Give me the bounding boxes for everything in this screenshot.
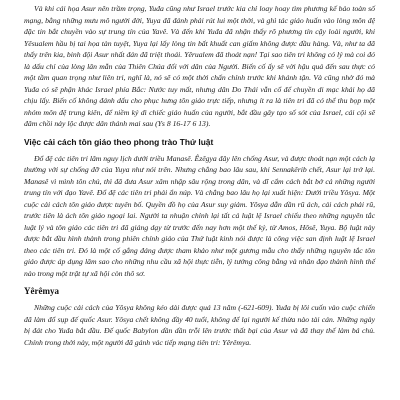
section-heading-jeremiah: Yêrêmya [24, 286, 59, 296]
section-heading-reform: Việc cải cách tôn giáo theo phong trào Thứ luật [24, 136, 214, 147]
paragraph-jeremiah: Những cuộc cải cách của Yôsya không kéo dài được quá 13 năm (-621-609). Yuđa bị lôi cuốn vào cuộc chiến đã làm đổ sụp đế quốc Asur. Yôsya chết không đầy 40 tuổi, không để lại người kế thừa nào tài cán. Những ngày bị đát cho Yuđa bắt đầu. Đế quốc Babylon dần dần trỗi lên trước thất bại của Asur và đã thay thế làm bá chủ. Chính trong thời này, một người đã gánh vác tiếp mạng tiên tri: Yêrêmya. [24, 303, 375, 347]
paragraph-reform: Đổ đệ các tiên tri lâm nguy lịch dưới triều Manasê. Êzêgya đây lên chống Asur, và được thoát nạn một cách lạ thường với sự chống đỡ của Yuya như nói trên. Nhưng chẳng bao lâu sau, khi Sennakêrib chết, Asur lại trở lại. Manasê vì mình tôn chủ, thì đã đưa Asur xâm nhập sâu rộng trong dân, và dĩ cẩm cách bắt bớ cả những người trung tín với đạo Yavê. Đổ đệ các tiên tri phải ẩn núp. Và chẳng bao lâu họ lại xuất hiện: Dưới triều Yôsya. Một cuộc cải cách tôn giáo được tuyên bố. Quyền đồ họ của Asur suy giảm. Yôsya dẫn dần rũ ách, cải cách phải rũ, trước tiên là ách tôn giáo ngoại lai. Người ta nhuận chỉnh lại tất cả luật lệ Israel chiếu theo những nguyên tắc luật lý và tôn giáo các tiên tri đã giảng dạy từ trước đến nay hơn một thế kỷ, từ Amos, Hôsê, Yuya. Bộ luật này được bắt đầu hình thành trong phiên chính giáo của Thứ luật kinh nói được là công việc san định luật lệ Israel theo các tiên tri. Đó là một cố gắng đáng được tham khảo như một gương mẫu cho thấy những nguyên tắc tôn giáo được áp dụng lăm sao cho những nhu cầu xã hội thực tiễn, lý tưởng công bằng và nhân đạo thành hình thế nào trong một trật tự xã hội còn thô sơ. [24, 153, 375, 278]
paragraph-asur-crisis: Và khi cái họa Asur nên trầm trọng, Yuđa cũng như Israel trước kia chỉ loay hoay tìm phương kế bảo toàn số mạng, bằng những mưu mô người đời, Yuya đã đánh phải rút lui một thời, và ghì tác giáo huấn vào lòng môn đệ đặc tin bắt chuyền vào sự trung tín của Yavê. Và đến khi Yuđa đã nhận thấy rõ phương tín cậy loài người, khi Yêsualem hầu bị tai họa tàn tuyệt, Yuya lại lấy lòng tin bất khuất can giấm không được đầu hàng. Và, như ta đã thấy trên kia, binh đội Asur nhất đán đã triệt thoái. Yêrualem đã thoát nạn! Tại sao tiên tri không có lý mà coi đó là dấu chỉ của lòng lân mẫn của Thiên Chúa đối với dân của Người. Biến cố ấy sẽ vời hậu quả đến sau thực có một tầm quan trọng như liên tri, nghĩ là, nó sẽ có một thời chấn chỉnh trước khi khánh tận. Và cũng nhờ đó mà Yuđa có sẽ phận khác Israel phía Bắc: Nước tuy mất, nhưng dân Do Thái vẫn cổ để chuyền di mạc khải họ đã chịu lấy. Biến cố không đánh dấu cho phục hưng tôn giáo trực tiếp, nhưng ít ra là tiên tri đã có thể thu bọp một nhóm môn đệ trung kiên, để niềm ký dì chiếc giáo huấn của người, bắt đầu gây tạo số sót của Israel, cái cội sẽ đâm chồi nảy lộc được dân thánh mai sau (Ys 8 16-17 6 13). [24, 4, 375, 128]
